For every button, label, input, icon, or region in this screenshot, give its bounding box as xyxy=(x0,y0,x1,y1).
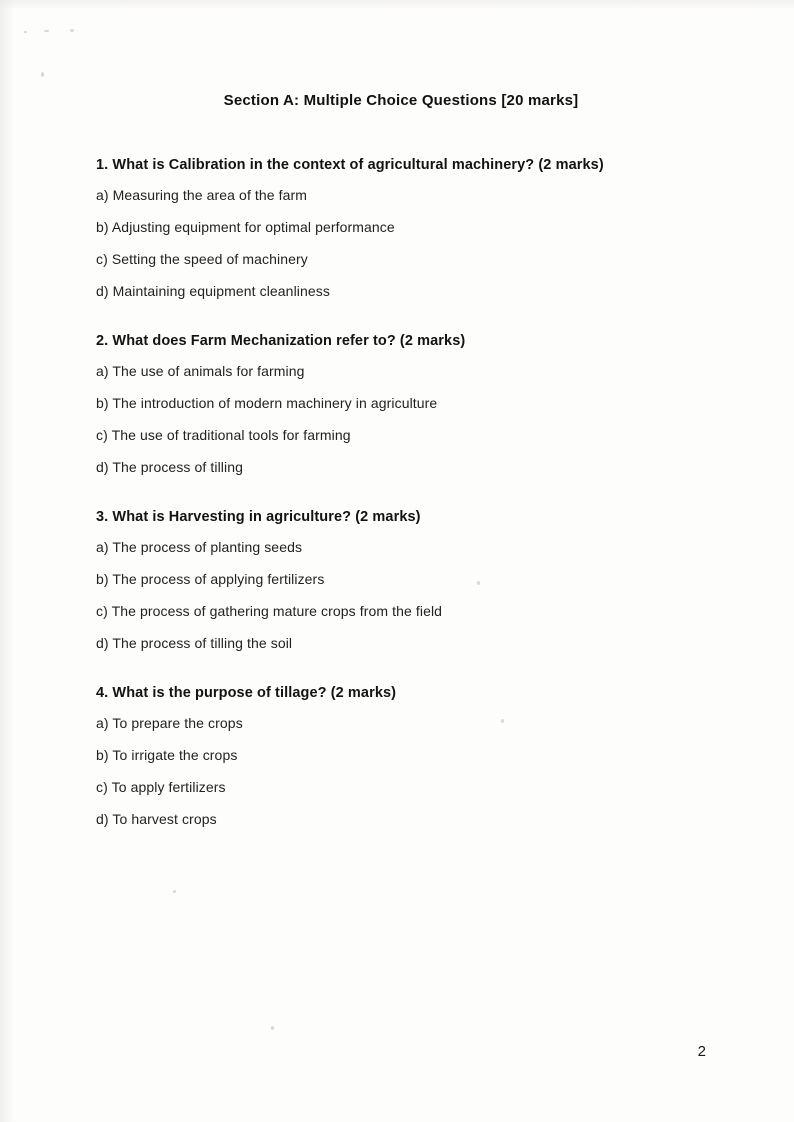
question-option: d) The process of tilling the soil xyxy=(96,635,293,651)
scan-edge-shadow-left xyxy=(0,0,14,1122)
question-prompt: 4. What is the purpose of tillage? (2 marks) xyxy=(96,685,397,701)
scan-speck xyxy=(44,30,49,32)
question-option: a) Measuring the area of the farm xyxy=(96,187,308,203)
document-body xyxy=(96,92,706,861)
section-title: Section A: Multiple Choice Questions [20 marks] xyxy=(223,92,579,109)
question-prompt: 3. What is Harvesting in agriculture? (2 marks) xyxy=(96,509,421,525)
question-option: b) The process of applying fertilizers xyxy=(96,571,325,587)
question-option: a) The use of animals for farming xyxy=(96,363,305,379)
question-block xyxy=(96,685,706,827)
scan-speck xyxy=(24,31,27,33)
scan-edge-shadow-top xyxy=(0,0,794,10)
question-prompt: 1. What is Calibration in the context of agricultural machinery? (2 marks) xyxy=(96,157,604,173)
scan-speck xyxy=(173,890,176,893)
question-prompt: 2. What does Farm Mechanization refer to? (2 marks) xyxy=(96,333,466,349)
question-option: c) The process of gathering mature crops from the field xyxy=(96,603,443,619)
question-option: b) The introduction of modern machinery in agriculture xyxy=(96,395,438,411)
scan-speck xyxy=(271,1026,274,1030)
question-block xyxy=(96,509,706,651)
question-option: c) Setting the speed of machinery xyxy=(96,251,308,267)
question-option: d) To harvest crops xyxy=(96,811,217,827)
question-block xyxy=(96,333,706,475)
page-number: 2 xyxy=(697,1043,706,1060)
question-option: a) The process of planting seeds xyxy=(96,539,303,555)
question-option: d) The process of tilling xyxy=(96,459,243,475)
scan-speck xyxy=(70,29,74,32)
question-option: c) The use of traditional tools for farming xyxy=(96,427,351,443)
scan-speck xyxy=(41,72,44,77)
question-option: b) To irrigate the crops xyxy=(96,747,238,763)
question-option: a) To prepare the crops xyxy=(96,715,243,731)
question-option: b) Adjusting equipment for optimal performance xyxy=(96,219,395,235)
question-option: d) Maintaining equipment cleanliness xyxy=(96,283,330,299)
question-option: c) To apply fertilizers xyxy=(96,779,226,795)
question-block xyxy=(96,157,706,299)
